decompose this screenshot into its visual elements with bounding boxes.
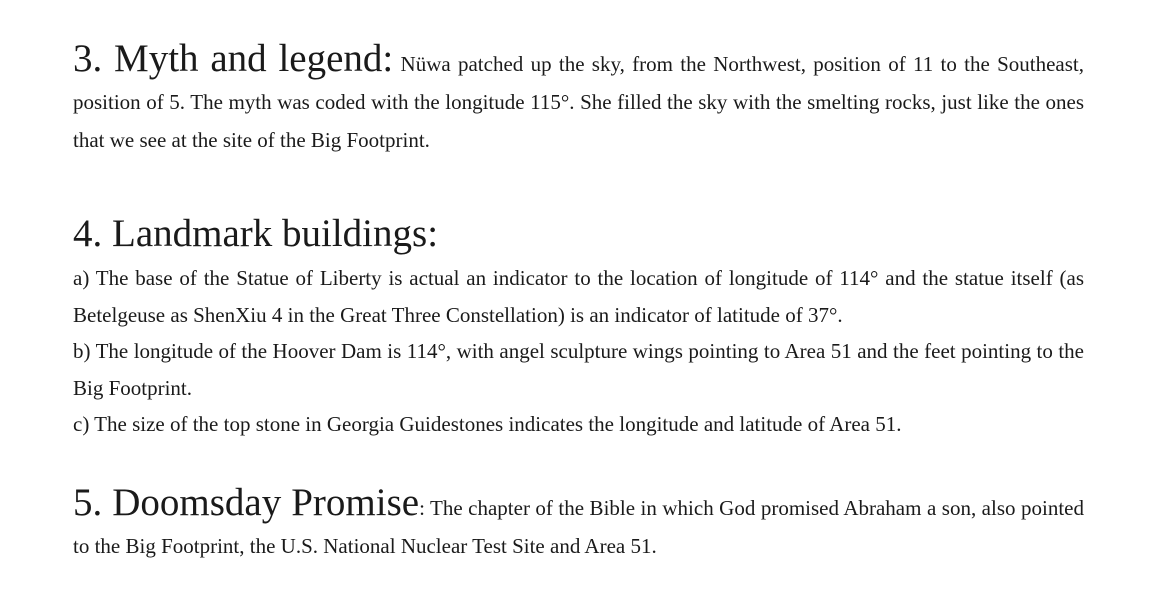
doomsday-paragraph — [73, 481, 1084, 565]
landmark-item-b: b) The longitude of the Hoover Dam is 114°, with angel sculpture wings pointing to Area 51 and the feet pointing to the Big Footprint. — [73, 339, 1084, 400]
myth-body: Nüwa patched up the sky, from the Northwest, position of 11 to the Southeast, position of 5. The myth was coded with the longitude 115°. She filled the sky with the smelting rocks, just like the ones that we see at the site of the Big Footprint. — [73, 52, 1084, 152]
myth-paragraph — [73, 37, 1084, 159]
landmark-item-c: c) The size of the top stone in Georgia Guidestones indicates the longitude and latitude of Area 51. — [73, 412, 902, 436]
landmarks-heading: 4. Landmark buildings: — [73, 212, 439, 255]
section-doomsday-promise — [73, 481, 1084, 565]
section-landmark-buildings — [73, 208, 1084, 443]
doomsday-body: : The chapter of the Bible in which God promised Abraham a son, also pointed to the Big Footprint, the U.S. National Nuclear Test Site and Area 51. — [73, 496, 1084, 558]
doomsday-heading: 5. Doomsday Promise — [73, 481, 420, 524]
section-myth-and-legend — [73, 37, 1084, 159]
myth-heading: 3. Myth and legend: — [73, 37, 394, 80]
landmark-item-a: a) The base of the Statue of Liberty is actual an indicator to the location of longitude of 114° and the statue itself (as Betelgeuse as ShenXiu 4 in the Great Three Constellation) is an indicator of latitude of 37°. — [73, 266, 1084, 327]
